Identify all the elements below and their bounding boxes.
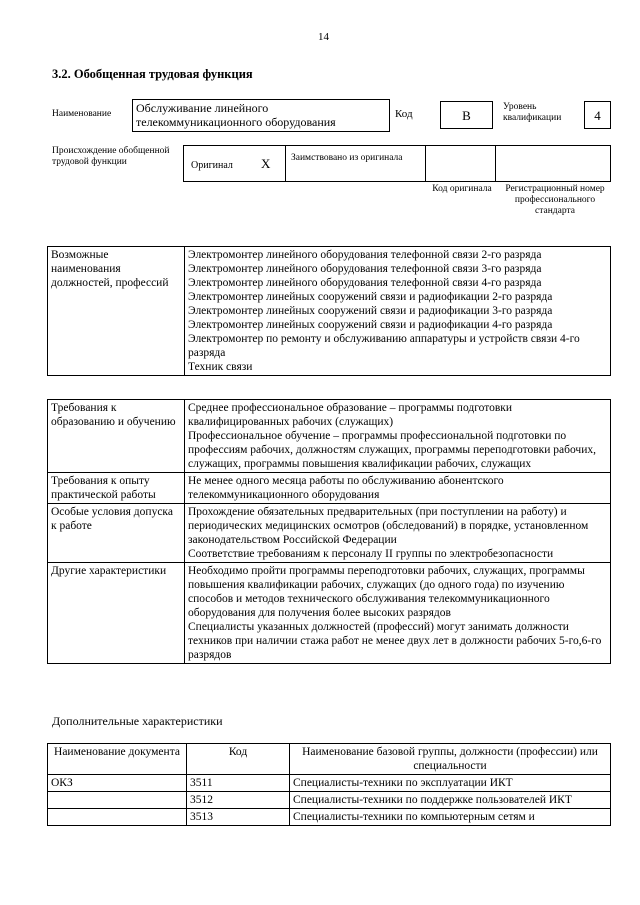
requirement-line: Необходимо пройти программы переподготовки рабочих, служащих, программы повышения квалификации рабочих, служащих (до одного года) по изучению способов и методов технического обслуживания телекоммуникационного оборудования для получения более высоких разрядов	[188, 565, 585, 619]
table-header-row	[48, 744, 611, 775]
origin-label: Происхождение обобщенной трудовой функции	[52, 146, 170, 167]
header-code: Код	[187, 744, 290, 775]
original-label: Оригинал	[191, 160, 233, 171]
table-row	[48, 775, 611, 792]
row-doc	[48, 809, 187, 826]
requirement-label: Требования к образованию и обучению	[48, 400, 185, 473]
table-row	[48, 809, 611, 826]
requirement-label: Особые условия допуска к работе	[48, 504, 185, 563]
row-name: Специалисты-техники по поддержке пользователей ИКТ	[290, 792, 611, 809]
header-doc: Наименование документа	[48, 744, 187, 775]
page-number: 14	[318, 31, 329, 43]
requirement-label: Другие характеристики	[48, 563, 185, 664]
position-item: Электромонтер линейного оборудования телефонной связи 4-го разряда	[188, 277, 542, 289]
positions-table	[47, 246, 611, 376]
row-code: 3513	[187, 809, 290, 826]
requirement-line: Прохождение обязательных предварительных (при поступлении на работу) и периодических медицинских осмотров (обследований) в порядке, установленном законодательством Российской Федерации	[188, 506, 589, 546]
original-mark: X	[261, 156, 271, 171]
requirement-row	[48, 504, 611, 563]
original-cell	[184, 146, 286, 181]
orig-code-cell	[426, 146, 496, 181]
name-label: Наименование	[52, 109, 112, 119]
requirement-line: Среднее профессиональное образование – программы подготовки квалифицированных рабочих (служащих)	[188, 402, 513, 428]
requirement-row	[48, 473, 611, 504]
position-item: Электромонтер линейных сооружений связи и радиофикации 4-го разряда	[188, 319, 553, 331]
name-value: Обслуживание линейного телекоммуникационного оборудования	[132, 99, 390, 132]
additional-table	[47, 743, 611, 826]
level-value: 4	[584, 101, 611, 129]
requirement-line: Соответствие требованиям к персоналу II группы по электробезопасности	[188, 548, 554, 560]
row-name: Специалисты-техники по компьютерным сетям и	[290, 809, 611, 826]
positions-list	[185, 247, 611, 376]
orig-code-caption: Код оригинала	[432, 184, 492, 194]
section-title: 3.2. Обобщенная трудовая функция	[52, 67, 253, 81]
requirement-line: Специалисты указанных должностей (профессий) могут занимать должности техников при наличии стажа работ не менее двух лет в должности рабочих 5-го,6-го разрядов	[188, 621, 602, 661]
requirement-label: Требования к опыту практической работы	[48, 473, 185, 504]
origin-row	[183, 145, 611, 182]
position-item: Электромонтер линейного оборудования телефонной связи 3-го разряда	[188, 263, 542, 275]
positions-label: Возможные наименования должностей, профессий	[48, 247, 185, 376]
borrowed-label: Заимствовано из оригинала	[291, 153, 403, 163]
requirement-row	[48, 563, 611, 664]
requirements-table	[47, 399, 611, 664]
row-code: 3511	[187, 775, 290, 792]
position-item: Электромонтер линейного оборудования телефонной связи 2-го разряда	[188, 249, 542, 261]
reg-number-cell	[496, 146, 610, 181]
requirement-line: Профессиональное обучение – программы профессиональной подготовки по профессиям рабочих, должностям служащих, программы переподготовки рабочих, служащих, программы повышения квалификации рабочих, служащих	[188, 430, 596, 470]
position-item: Техник связи	[188, 361, 253, 373]
level-label: Уровень квалификации	[503, 102, 562, 123]
position-item: Электромонтер линейных сооружений связи и радиофикации 3-го разряда	[188, 305, 553, 317]
position-item: Электромонтер линейных сооружений связи и радиофикации 2-го разряда	[188, 291, 553, 303]
position-item: Электромонтер по ремонту и обслуживанию аппаратуры и устройств связи 4-го разряда	[188, 333, 580, 359]
row-code: 3512	[187, 792, 290, 809]
header-name: Наименование базовой группы, должности (профессии) или специальности	[290, 744, 611, 775]
additional-title: Дополнительные характеристики	[52, 714, 223, 728]
borrowed-cell	[286, 146, 426, 181]
requirement-row	[48, 400, 611, 473]
reg-number-caption: Регистрационный номер профессионального стандарта	[505, 184, 605, 216]
code-label: Код	[395, 108, 413, 120]
table-row	[48, 792, 611, 809]
code-value: B	[440, 101, 493, 129]
requirement-line: Не менее одного месяца работы по обслуживанию абонентского телекоммуникационного оборудования	[188, 475, 504, 501]
row-doc	[48, 792, 187, 809]
row-doc: ОКЗ	[48, 775, 187, 792]
row-name: Специалисты-техники по эксплуатации ИКТ	[290, 775, 611, 792]
